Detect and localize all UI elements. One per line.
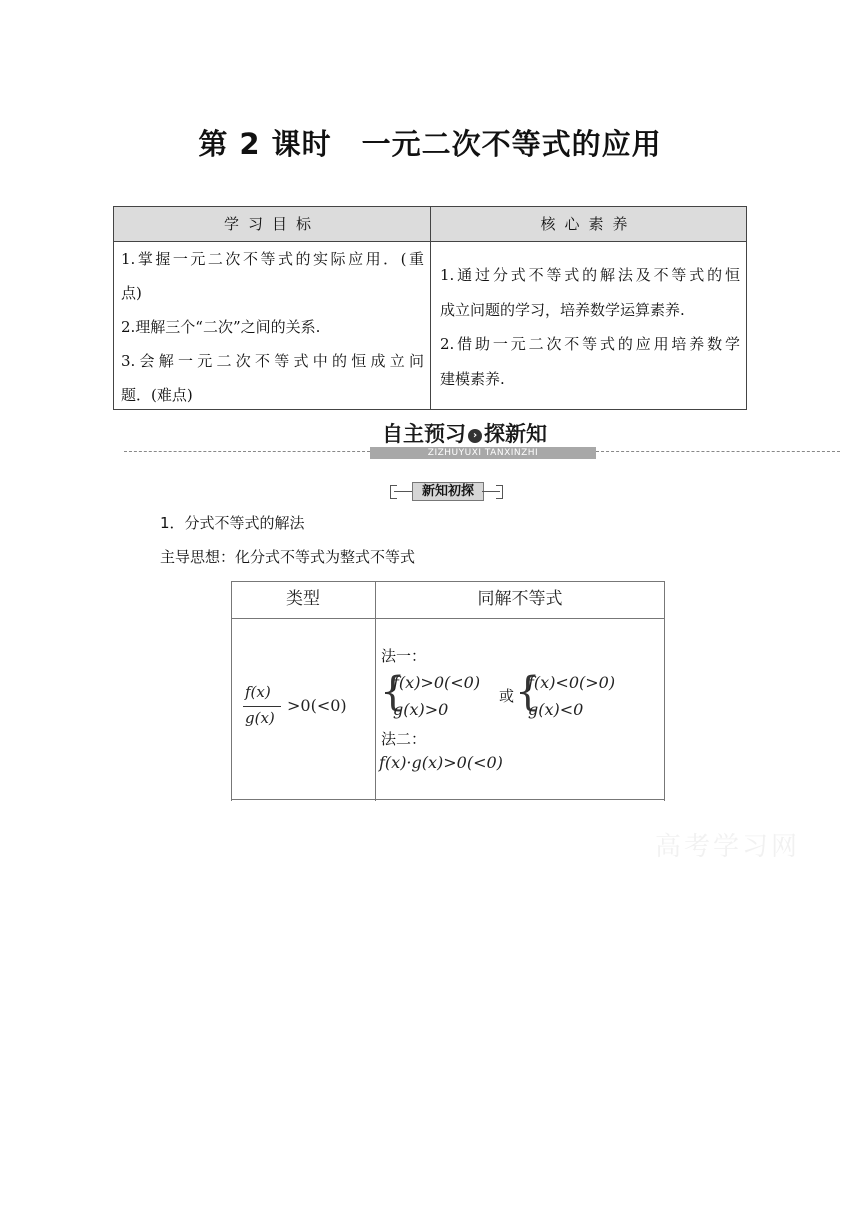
goal-line: 题．(难点) [121,386,193,404]
goal-line: 3.会解一元二次不等式中的恒成立问 [121,352,424,370]
fraction-inequality-table [231,581,665,801]
goal-line: 2.理解三个“二次”之间的关系. [121,318,321,336]
page-title: 第 2 课时 一元二次不等式的应用 [198,127,662,161]
left-brace-icon: { [515,669,541,715]
or-connector: 或 [499,687,515,705]
system-2-first: f(x)<0(>0) [528,673,616,692]
table-right-border [664,581,665,801]
chevron-right-icon: › [468,429,482,443]
subsection-tag-label: 新知初探 [412,482,484,501]
goals-header: 学习目标 [114,207,431,242]
learning-goals-table [113,206,747,410]
literacy-line: 建模素养. [440,369,505,388]
main-idea-text: 主导思想：化分式不等式为整式不等式 [160,548,416,566]
dashed-divider-left [124,451,370,452]
system-1-first: f(x)>0(<0) [393,673,481,692]
table-bottom-border [231,799,665,800]
banner-title-right: 探新知 [484,422,547,446]
fraction-denominator: g(x) [245,709,275,727]
fraction-expression [243,683,371,733]
section-banner-title [382,420,592,448]
literacy-cell [431,242,746,409]
right-bracket-icon [496,485,503,499]
section-heading: 1．分式不等式的解法 [160,514,305,532]
tag-rule-left [394,491,412,492]
fraction-relation: >0(<0) [287,696,347,715]
literacy-line: 1.通过分式不等式的解法及不等式的恒 [440,266,740,284]
goals-cell [114,242,431,409]
method-2-label: 法二： [381,730,427,748]
method-2-expression: f(x)·g(x)>0(<0) [379,753,503,772]
section-banner-pinyin: ZIZHUYUXI TANXINZHI [370,447,596,459]
system-1-second: g(x)>0 [393,700,449,719]
left-bracket-icon [390,485,397,499]
fraction-bar [243,706,281,707]
dashed-divider-right [596,451,840,452]
method-1-label: 法一： [381,647,427,665]
fraction-numerator: f(x) [245,683,271,701]
goal-line: 点) [121,284,142,302]
watermark: 高考学习网 [655,832,801,862]
left-brace-icon: { [380,669,406,715]
subsection-tag [390,481,504,501]
column-header-equivalent: 同解不等式 [477,589,563,609]
banner-title-left: 自主预习 [382,422,466,446]
literacy-line: 2.借助一元二次不等式的应用培养数学 [440,335,740,353]
system-2-second: g(x)<0 [528,700,584,719]
goal-line: 1.掌握一元二次不等式的实际应用．(重 [121,250,424,268]
literacy-line: 成立问题的学习，培养数学运算素养. [440,300,685,319]
literacy-header: 核心素养 [431,207,746,242]
column-header-type: 类型 [286,589,320,609]
table-header-divider [231,618,665,619]
